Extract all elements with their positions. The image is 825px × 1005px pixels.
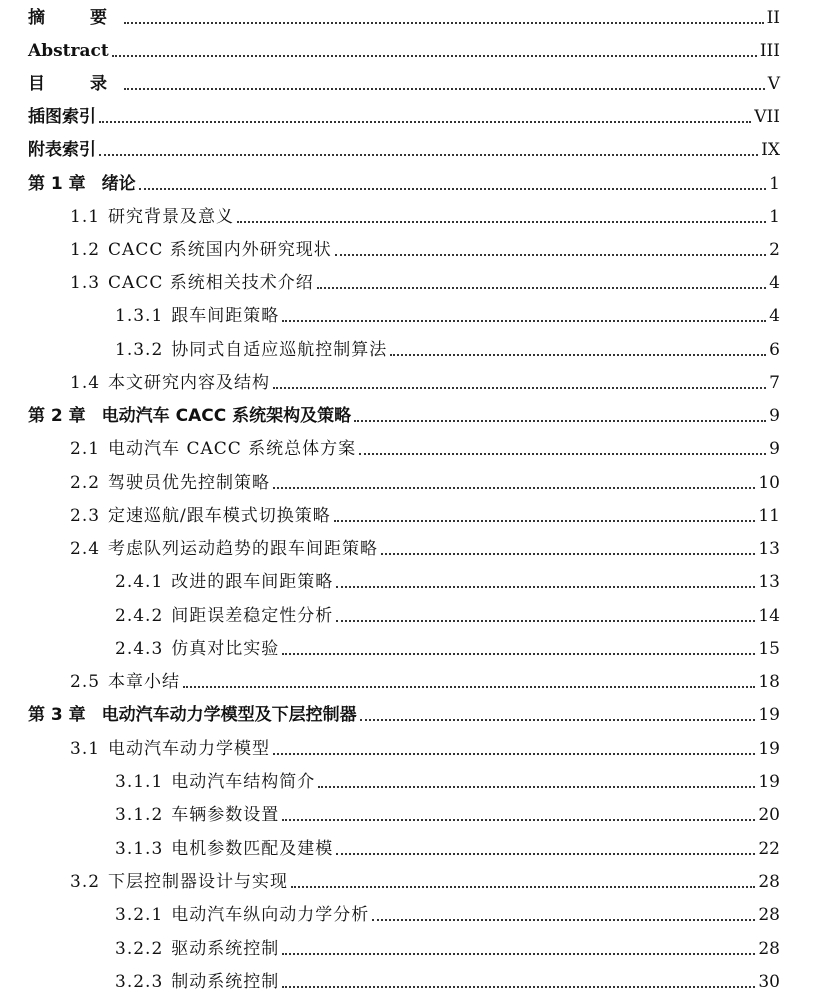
toc-section-1-4[interactable] — [70, 365, 780, 395]
toc-entry-number: 第 2 章 — [28, 406, 86, 426]
toc-entry-page: 14 — [758, 606, 780, 626]
dot-leader — [139, 188, 767, 190]
toc-subsection-2-4-3[interactable] — [115, 631, 780, 661]
toc-section-3-2[interactable] — [70, 864, 780, 894]
toc-entry-page: IX — [761, 140, 780, 160]
toc-entry-number: 1.3.2 — [115, 340, 164, 360]
toc-entry-number: 3.2 — [70, 872, 101, 892]
toc-subsection-2-4-1[interactable] — [115, 564, 780, 594]
toc-section-1-3[interactable] — [70, 265, 780, 295]
toc-entry-figure-index[interactable] — [28, 99, 780, 129]
toc-entry-title: CACC 系统相关技术介绍 — [108, 273, 314, 293]
toc-entry-title: 车辆参数设置 — [171, 805, 280, 825]
toc-entry-number: 3.2.3 — [115, 972, 164, 992]
toc-entry-title: CACC 系统国内外研究现状 — [108, 240, 332, 260]
toc-entry-title: 仿真对比实验 — [171, 639, 280, 659]
toc-entry-page: 13 — [758, 572, 780, 592]
toc-entry-abstract-en[interactable] — [28, 33, 780, 63]
dot-leader — [183, 686, 755, 688]
dot-leader — [99, 154, 758, 156]
toc-section-2-1[interactable] — [70, 431, 780, 461]
toc-entry-title: 电动汽车动力学模型 — [108, 739, 271, 759]
dot-leader — [282, 320, 766, 322]
toc-entry-page: III — [759, 41, 780, 61]
toc-entry-title: 定速巡航/跟车模式切换策略 — [108, 506, 331, 526]
toc-entry-page: 10 — [758, 473, 780, 493]
toc-entry-number: 2.4.2 — [115, 606, 164, 626]
dot-leader — [335, 254, 766, 256]
toc-entry-page: 19 — [758, 772, 780, 792]
toc-entry-page: 19 — [758, 739, 780, 759]
toc-entry-page: 15 — [758, 639, 780, 659]
toc-entry-number: 1.4 — [70, 373, 101, 393]
toc-entry-number: 1.1 — [70, 207, 101, 227]
toc-entry-page: V — [767, 74, 780, 94]
dot-leader — [336, 853, 755, 855]
toc-entry-number: 2.4.1 — [115, 572, 164, 592]
toc-entry-number: 2.2 — [70, 473, 101, 493]
toc-entry-number: 2.4 — [70, 539, 101, 559]
toc-entry-title: 电动汽车动力学模型及下层控制器 — [101, 705, 357, 725]
toc-section-2-4[interactable] — [70, 531, 780, 561]
toc-entry-page: 1 — [769, 207, 780, 227]
toc-section-1-1[interactable] — [70, 199, 780, 229]
toc-entry-number: 2.1 — [70, 439, 101, 459]
toc-subsection-3-2-3[interactable] — [115, 964, 780, 994]
toc-entry-number: 1.3.1 — [115, 306, 164, 326]
dot-leader — [291, 886, 755, 888]
dot-leader — [124, 22, 764, 24]
toc-entry-number: 3.2.2 — [115, 939, 164, 959]
toc-entry-title: 改进的跟车间距策略 — [171, 572, 334, 592]
toc-subsection-2-4-2[interactable] — [115, 598, 780, 628]
toc-entry-page: II — [766, 8, 780, 28]
dot-leader — [334, 520, 756, 522]
toc-entry-title: 间距误差稳定性分析 — [171, 606, 334, 626]
toc-entry-number: 3.1.2 — [115, 805, 164, 825]
toc-entry-number: 3.2.1 — [115, 905, 164, 925]
toc-entry-title: 驱动系统控制 — [171, 939, 280, 959]
toc-entry-title: 绪论 — [101, 174, 136, 194]
toc-entry-number: 第 1 章 — [28, 174, 86, 194]
toc-entry-page: 11 — [758, 506, 780, 526]
toc-entry-title: 附表索引 — [28, 140, 96, 160]
toc-section-3-1[interactable] — [70, 731, 780, 761]
toc-entry-title: 本文研究内容及结构 — [108, 373, 271, 393]
toc-subsection-1-3-1[interactable] — [115, 298, 780, 328]
toc-entry-number: 3.1 — [70, 739, 101, 759]
toc-entry-title: 驾驶员优先控制策略 — [108, 473, 271, 493]
toc-subsection-3-2-1[interactable] — [115, 897, 780, 927]
toc-entry-number: 1.3 — [70, 273, 101, 293]
toc-chapter-2[interactable] — [28, 398, 780, 428]
toc-entry-page: 9 — [769, 439, 780, 459]
toc-entry-page: 19 — [758, 705, 780, 725]
toc-entry-title: 电机参数匹配及建模 — [171, 839, 334, 859]
toc-entry-title: Abstract — [28, 41, 109, 61]
toc-entry-title: 电动汽车 CACC 系统架构及策略 — [101, 406, 352, 426]
toc-entry-contents[interactable] — [28, 66, 780, 96]
toc-entry-title: 考虑队列运动趋势的跟车间距策略 — [108, 539, 379, 559]
toc-entry-title: 跟车间距策略 — [171, 306, 280, 326]
toc-entry-title: 摘 要 — [28, 8, 121, 28]
toc-entry-number: 2.4.3 — [115, 639, 164, 659]
toc-entry-page: VII — [754, 107, 780, 127]
toc-entry-page: 20 — [758, 805, 780, 825]
toc-entry-title: 本章小结 — [108, 672, 181, 692]
toc-entry-page: 18 — [758, 672, 780, 692]
toc-entry-page: 30 — [758, 972, 780, 992]
toc-entry-page: 22 — [758, 839, 780, 859]
toc-entry-title: 电动汽车结构简介 — [171, 772, 316, 792]
toc-entry-page: 9 — [769, 406, 780, 426]
toc-entry-title: 电动汽车纵向动力学分析 — [171, 905, 370, 925]
toc-entry-page: 28 — [758, 872, 780, 892]
toc-entry-page: 2 — [769, 240, 780, 260]
toc-entry-number: 2.5 — [70, 672, 101, 692]
toc-section-2-3[interactable] — [70, 498, 780, 528]
toc-subsection-3-1-1[interactable] — [115, 764, 780, 794]
dot-leader — [124, 88, 765, 90]
dot-leader — [282, 953, 755, 955]
dot-leader — [273, 387, 766, 389]
dot-leader — [273, 753, 755, 755]
toc-entry-abstract-cn[interactable] — [28, 0, 780, 30]
dot-leader — [318, 786, 755, 788]
toc-subsection-3-1-3[interactable] — [115, 831, 780, 861]
dot-leader — [282, 819, 755, 821]
toc-chapter-3[interactable] — [28, 697, 780, 727]
toc-entry-number: 3.1.3 — [115, 839, 164, 859]
dot-leader — [354, 420, 766, 422]
toc-section-2-2[interactable] — [70, 465, 780, 495]
dot-leader — [317, 287, 766, 289]
toc-entry-title: 研究背景及意义 — [108, 207, 235, 227]
toc-chapter-1[interactable] — [28, 166, 780, 196]
toc-entry-page: 13 — [758, 539, 780, 559]
toc-entry-title: 下层控制器设计与实现 — [108, 872, 289, 892]
dot-leader — [359, 453, 766, 455]
dot-leader — [99, 121, 751, 123]
toc-entry-page: 1 — [769, 174, 780, 194]
toc-subsection-3-1-2[interactable] — [115, 797, 780, 827]
toc-entry-page: 4 — [769, 273, 780, 293]
dot-leader — [336, 586, 755, 588]
toc-entry-page: 28 — [758, 939, 780, 959]
toc-section-1-2[interactable] — [70, 232, 780, 262]
dot-leader — [273, 487, 755, 489]
toc-entry-table-index[interactable] — [28, 132, 780, 162]
dot-leader — [336, 620, 755, 622]
toc-entry-page: 6 — [769, 340, 780, 360]
toc-entry-number: 第 3 章 — [28, 705, 86, 725]
toc-entry-number: 2.3 — [70, 506, 101, 526]
toc-entry-title: 电动汽车 CACC 系统总体方案 — [108, 439, 357, 459]
toc-entry-title: 协同式自适应巡航控制算法 — [171, 340, 388, 360]
toc-subsection-3-2-2[interactable] — [115, 931, 780, 961]
toc-entry-page: 28 — [758, 905, 780, 925]
toc-section-2-5[interactable] — [70, 664, 780, 694]
dot-leader — [237, 221, 766, 223]
dot-leader — [390, 354, 766, 356]
dot-leader — [360, 719, 756, 721]
toc-entry-title: 制动系统控制 — [171, 972, 280, 992]
dot-leader — [112, 55, 757, 57]
toc-subsection-1-3-2[interactable] — [115, 332, 780, 362]
dot-leader — [372, 919, 755, 921]
dot-leader — [282, 653, 755, 655]
dot-leader — [282, 986, 755, 988]
toc-entry-title: 插图索引 — [28, 107, 96, 127]
toc-entry-page: 7 — [769, 373, 780, 393]
dot-leader — [381, 553, 755, 555]
toc-entry-number: 3.1.1 — [115, 772, 164, 792]
toc-entry-title: 目 录 — [28, 74, 121, 94]
toc-entry-number: 1.2 — [70, 240, 101, 260]
toc-entry-page: 4 — [769, 306, 780, 326]
